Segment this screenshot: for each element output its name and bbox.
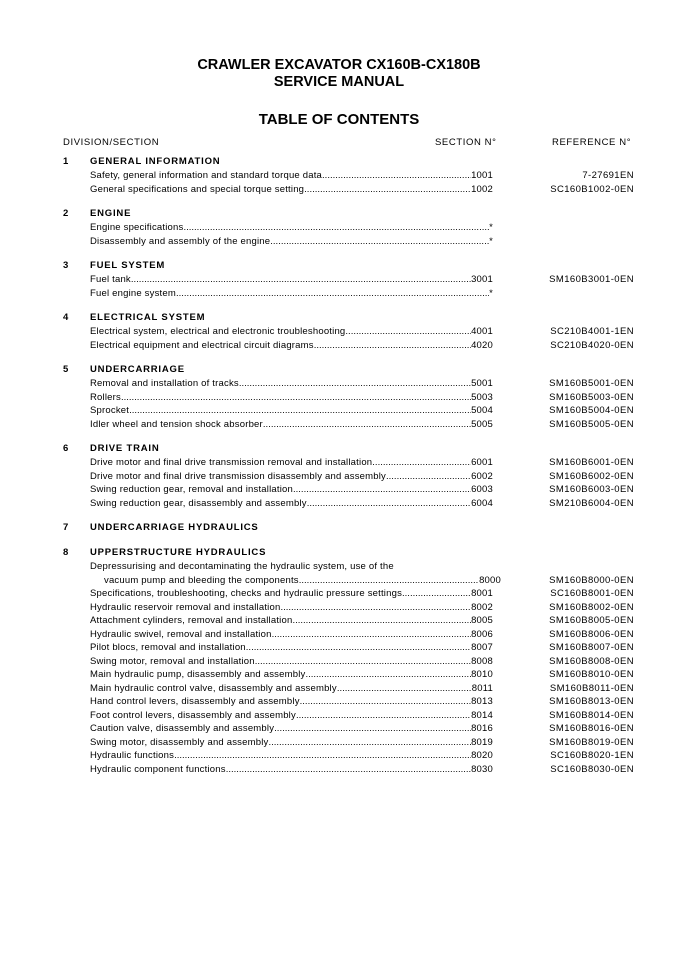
dot-leader [307, 497, 471, 511]
toc-entry-leader [90, 655, 493, 669]
section-column-header: SECTION N° [435, 137, 497, 148]
toc-entry-leader [90, 763, 493, 777]
dot-leader [129, 404, 471, 418]
reference-number: SC160B8001-0EN [550, 588, 634, 599]
toc-entry-leader [90, 235, 493, 249]
section-number: 4020 [471, 339, 493, 351]
reference-number: SM160B6001-0EN [549, 457, 634, 468]
section-number: 8008 [471, 655, 493, 667]
toc-entry[interactable] [0, 695, 678, 709]
toc-entry-text: vacuum pump and bleeding the components [104, 574, 299, 586]
dot-leader [176, 287, 489, 301]
toc-entry-text: Idler wheel and tension shock absorber [90, 418, 263, 430]
section-number: 8000 [479, 574, 501, 586]
dot-leader [299, 574, 479, 588]
dot-leader [386, 470, 471, 484]
division-number: 4 [63, 312, 70, 323]
toc-entry-text: Disassembly and assembly of the engine [90, 235, 271, 247]
dot-leader [255, 655, 471, 669]
toc-entry-leader [90, 273, 493, 287]
toc-entry-text: Hydraulic functions [90, 750, 175, 761]
dot-leader [263, 418, 471, 432]
division-heading [0, 442, 678, 456]
toc-entry-text: Foot control levers, disassembly and assembly [90, 709, 296, 721]
toc-entry[interactable] [0, 628, 678, 642]
division-name: ELECTRICAL SYSTEM [90, 312, 206, 323]
reference-number: SM160B8014-0EN [549, 709, 634, 721]
division-number: 6 [63, 443, 70, 454]
toc-entry[interactable] [0, 418, 678, 432]
reference-number: SC160B8020-1EN [550, 750, 634, 761]
section-number: 5001 [471, 378, 493, 389]
toc-entry-leader [90, 736, 493, 750]
toc-entry[interactable] [0, 470, 678, 484]
dot-leader [272, 628, 471, 642]
dot-leader [292, 614, 471, 628]
dot-leader [183, 221, 489, 235]
dot-leader [304, 183, 471, 197]
dot-leader [226, 763, 471, 777]
toc-entry-leader [90, 470, 493, 484]
toc-entry-text-line1: Depressurising and decontaminating the hydraulic system, use of the [90, 561, 394, 572]
dot-leader [322, 169, 471, 183]
toc-entry[interactable] [0, 709, 678, 723]
division-heading [0, 546, 678, 560]
toc-entry-leader [90, 483, 493, 497]
toc-entry[interactable] [0, 668, 678, 682]
reference-number: SM160B8000-0EN [549, 574, 634, 586]
dot-leader [174, 749, 471, 763]
reference-number: SM160B8005-0EN [549, 615, 634, 626]
toc-entry-text: Safety, general information and standard torque data [90, 170, 323, 181]
toc-entry-leader [90, 641, 493, 655]
reference-number: SM160B6002-0EN [549, 470, 634, 482]
section-number: 4001 [471, 326, 493, 337]
dot-leader [239, 377, 471, 391]
toc-entry[interactable] [0, 614, 678, 628]
toc-entry-leader [90, 587, 493, 601]
toc-entry-text: Main hydraulic pump, disassembly and assembly [90, 669, 306, 680]
division-number: 1 [63, 156, 70, 167]
section-number: 1002 [471, 183, 493, 195]
toc-entry[interactable] [0, 601, 678, 615]
reference-number: SC210B4001-1EN [550, 326, 634, 337]
toc-entry[interactable] [0, 483, 678, 497]
section-number: * [489, 235, 493, 247]
reference-number: SM160B6003-0EN [549, 484, 634, 495]
section-number: 6003 [471, 484, 493, 495]
section-number: 1001 [471, 170, 493, 181]
division-3 [0, 259, 678, 300]
dot-leader [131, 273, 471, 287]
dot-leader [372, 456, 471, 470]
toc-entry-text: Hydraulic reservoir removal and installation [90, 601, 281, 613]
toc-entry[interactable] [0, 560, 678, 587]
toc-entry[interactable] [0, 183, 678, 197]
dot-leader [337, 682, 472, 696]
toc-entry-leader [90, 601, 493, 615]
manual-title: CRAWLER EXCAVATOR CX160B-CX180B [197, 57, 481, 73]
toc-entry-leader [104, 574, 501, 588]
reference-number: SM160B5005-0EN [549, 418, 634, 430]
table-of-contents [0, 155, 678, 787]
division-5 [0, 363, 678, 431]
toc-entry-text: Removal and installation of tracks [90, 378, 239, 389]
toc-entry-leader [90, 749, 493, 763]
reference-number: SM160B8007-0EN [549, 642, 634, 653]
toc-entry[interactable] [0, 497, 678, 511]
division-number: 8 [63, 547, 70, 558]
toc-entry-leader [90, 456, 493, 470]
division-heading [0, 363, 678, 377]
toc-entry-leader [90, 287, 493, 301]
division-name: FUEL SYSTEM [90, 260, 166, 271]
toc-entry[interactable] [0, 736, 678, 750]
reference-column-header: REFERENCE N° [552, 137, 632, 148]
division-4 [0, 311, 678, 352]
division-name: ENGINE [90, 208, 132, 219]
dot-leader [345, 325, 471, 339]
toc-heading: TABLE OF CONTENTS [258, 111, 420, 128]
toc-entry-text: Hydraulic component functions [90, 763, 226, 775]
section-number: 8002 [471, 601, 493, 613]
section-number: 8020 [471, 750, 493, 761]
division-name: GENERAL INFORMATION [90, 156, 221, 167]
section-number: 3001 [471, 274, 493, 285]
reference-number: SM160B8019-0EN [549, 736, 634, 748]
dot-leader [402, 587, 471, 601]
toc-entry[interactable] [0, 404, 678, 418]
dot-leader [270, 235, 489, 249]
toc-entry-leader [90, 722, 493, 736]
toc-entry[interactable] [0, 235, 678, 249]
toc-entry-text: General specifications and special torque setting [90, 183, 305, 195]
division-name: UNDERCARRIAGE HYDRAULICS [90, 522, 259, 533]
toc-entry-leader [90, 418, 493, 432]
reference-number: SM160B8011-0EN [549, 682, 634, 694]
toc-entry-text: Fuel engine system [90, 287, 176, 299]
toc-entry-leader [90, 221, 493, 235]
dot-leader [293, 483, 471, 497]
reference-number: SC160B8030-0EN [550, 763, 634, 775]
dot-leader [314, 339, 471, 353]
reference-number: SM160B5004-0EN [549, 405, 634, 416]
division-number: 7 [63, 522, 70, 533]
toc-entry-text: Hydraulic swivel, removal and installation [90, 628, 272, 640]
section-number: 8005 [471, 615, 493, 626]
reference-number: SM160B5003-0EN [549, 391, 634, 403]
toc-entry-text: Drive motor and final drive transmission removal and installation [90, 457, 373, 468]
toc-entry-leader [90, 377, 493, 391]
toc-entry-text: Main hydraulic control valve, disassembly and assembly [90, 682, 337, 694]
section-number: 8013 [471, 696, 493, 707]
division-heading [0, 311, 678, 325]
section-number: 8011 [471, 682, 493, 694]
reference-number: SM210B6004-0EN [549, 497, 634, 509]
toc-entry-text: Electrical equipment and electrical circuit diagrams [90, 339, 314, 351]
division-1 [0, 155, 678, 196]
section-number: 6004 [471, 497, 493, 509]
section-number: 8016 [471, 723, 493, 734]
reference-number: SM160B5001-0EN [549, 378, 634, 389]
section-number: * [489, 222, 493, 233]
toc-entry-leader [90, 668, 493, 682]
toc-entry-leader [90, 325, 493, 339]
division-heading [0, 207, 678, 221]
reference-number: SC160B1002-0EN [550, 183, 634, 195]
division-number: 2 [63, 208, 70, 219]
section-number: 5004 [471, 405, 493, 416]
toc-entry-text: Hand control levers, disassembly and assembly [90, 696, 300, 707]
toc-entry[interactable] [0, 587, 678, 601]
dot-leader [280, 601, 471, 615]
dot-leader [274, 722, 471, 736]
toc-entry[interactable] [0, 682, 678, 696]
section-number: 8014 [471, 709, 493, 721]
reference-number: SM160B3001-0EN [549, 274, 634, 285]
toc-entry-leader [90, 682, 493, 696]
toc-entry[interactable] [0, 287, 678, 301]
toc-entry-leader [90, 391, 493, 405]
dot-leader [305, 668, 471, 682]
reference-number: 7-27691EN [582, 170, 634, 181]
division-name: UPPERSTRUCTURE HYDRAULICS [90, 547, 267, 558]
toc-entry-text: Swing motor, disassembly and assembly [90, 736, 269, 748]
toc-entry-leader [90, 497, 493, 511]
division-7 [0, 521, 678, 535]
toc-entry-leader [90, 695, 493, 709]
toc-entry[interactable] [0, 339, 678, 353]
toc-entry-text: Attachment cylinders, removal and installation [90, 615, 293, 626]
section-number: 5005 [471, 418, 493, 430]
toc-entry-text: Swing reduction gear, disassembly and assembly [90, 497, 307, 509]
dot-leader [300, 695, 471, 709]
division-8 [0, 546, 678, 776]
reference-number: SM160B8013-0EN [549, 696, 634, 707]
toc-entry-leader [90, 628, 493, 642]
manual-subtitle: SERVICE MANUAL [273, 74, 405, 90]
section-number: 8007 [471, 642, 493, 653]
reference-number: SM160B8016-0EN [549, 723, 634, 734]
toc-entry[interactable] [0, 456, 678, 470]
toc-entry-text: Drive motor and final drive transmission disassembly and assembly [90, 470, 387, 482]
toc-entry[interactable] [0, 325, 678, 339]
toc-entry-leader [90, 339, 493, 353]
section-number: 8019 [471, 736, 493, 748]
toc-entry-text: Pilot blocs, removal and installation [90, 642, 246, 653]
dot-leader [268, 736, 471, 750]
division-name: UNDERCARRIAGE [90, 364, 185, 375]
section-number: * [489, 287, 493, 299]
section-number: 6001 [471, 457, 493, 468]
section-number: 6002 [471, 470, 493, 482]
toc-entry-leader [90, 614, 493, 628]
section-number: 5003 [471, 391, 493, 403]
toc-entry-text: Swing reduction gear, removal and installation [90, 484, 294, 495]
toc-entry[interactable] [0, 169, 678, 183]
division-heading [0, 259, 678, 273]
toc-entry-text: Electrical system, electrical and electronic troubleshooting [90, 326, 346, 337]
division-6 [0, 442, 678, 510]
toc-entry-text: Specifications, troubleshooting, checks and hydraulic pressure settings [90, 588, 403, 599]
toc-entry-leader [90, 404, 493, 418]
toc-entry[interactable] [0, 749, 678, 763]
reference-number: SM160B8010-0EN [549, 669, 634, 680]
toc-entry-text: Engine specifications [90, 222, 184, 233]
dot-leader [246, 641, 471, 655]
reference-number: SC210B4020-0EN [550, 339, 634, 351]
toc-entry-leader [90, 169, 493, 183]
division-column-header: DIVISION/SECTION [63, 137, 160, 148]
division-heading [0, 521, 678, 535]
toc-entry-leader [90, 709, 493, 723]
dot-leader [121, 391, 471, 405]
toc-entry[interactable] [0, 763, 678, 777]
division-heading [0, 155, 678, 169]
division-name: DRIVE TRAIN [90, 443, 160, 454]
section-number: 8001 [471, 588, 493, 599]
division-number: 5 [63, 364, 70, 375]
toc-entry[interactable] [0, 377, 678, 391]
toc-entry[interactable] [0, 655, 678, 669]
section-number: 8010 [471, 669, 493, 680]
toc-entry-text: Caution valve, disassembly and assembly [90, 723, 275, 734]
toc-entry[interactable] [0, 221, 678, 235]
toc-entry[interactable] [0, 391, 678, 405]
toc-entry[interactable] [0, 722, 678, 736]
toc-entry-text: Sprocket [90, 405, 130, 416]
section-number: 8006 [471, 628, 493, 640]
toc-entry-text: Fuel tank [90, 274, 131, 285]
dot-leader [296, 709, 471, 723]
toc-entry[interactable] [0, 273, 678, 287]
division-2 [0, 207, 678, 248]
section-number: 8030 [471, 763, 493, 775]
toc-entry-text: Rollers [90, 391, 121, 403]
toc-entry-text: Swing motor, removal and installation [90, 655, 255, 667]
reference-number: SM160B8002-0EN [549, 601, 634, 613]
reference-number: SM160B8008-0EN [549, 655, 634, 667]
division-number: 3 [63, 260, 70, 271]
reference-number: SM160B8006-0EN [549, 628, 634, 640]
toc-entry-leader [90, 183, 493, 197]
toc-entry[interactable] [0, 641, 678, 655]
